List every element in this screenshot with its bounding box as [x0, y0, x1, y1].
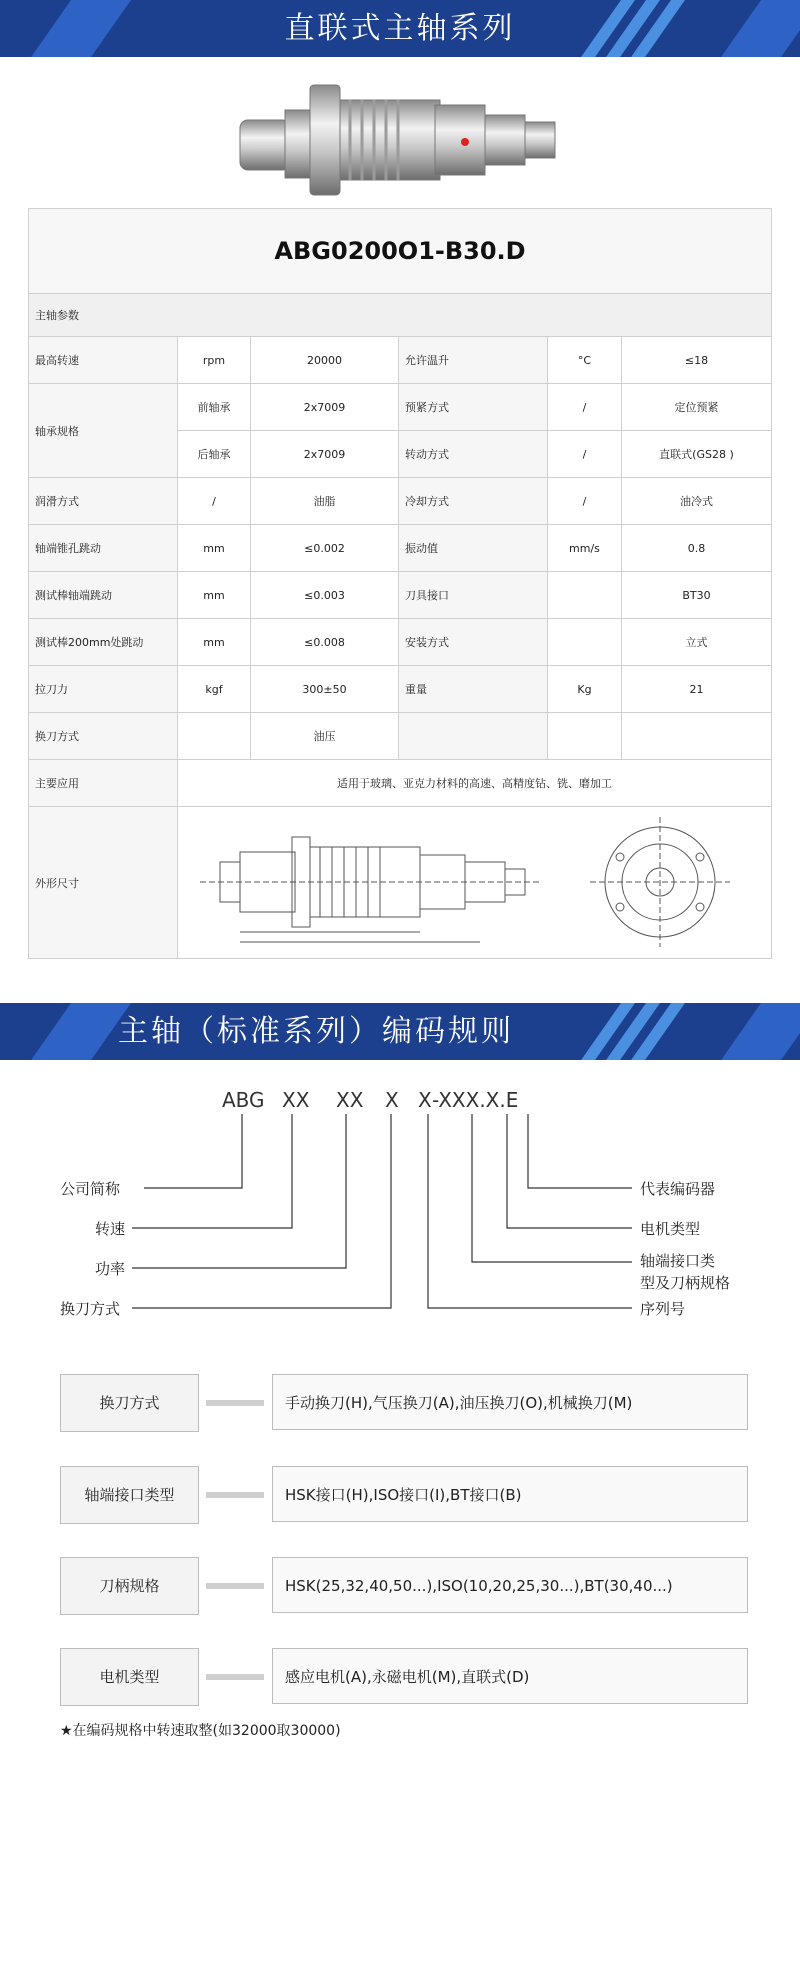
- table-row: 主要应用 适用于玻璃、亚克力材料的高速、高精度钻、铣、磨加工: [29, 760, 772, 807]
- label-serial: 序列号: [640, 1300, 686, 1318]
- page-title: 直联式主轴系列: [284, 11, 516, 46]
- label-interface-type: 轴端接口类: [640, 1252, 716, 1270]
- table-row: 轴承规格 前轴承 2x7009 预紧方式 / 定位预紧: [29, 384, 772, 431]
- model-number: ABG0200O1-B30.D: [29, 209, 772, 294]
- def-row-tool-change: 换刀方式 手动换刀(H),气压换刀(A),油压换刀(O),机械换刀(M): [60, 1374, 750, 1432]
- table-row: 测试棒轴端跳动 mm ≤0.003 刀具接口 BT30: [29, 572, 772, 619]
- table-row: 后轴承 2x7009 转动方式 / 直联式(GS28 ): [29, 431, 772, 478]
- code-part-power: XX: [336, 1088, 364, 1112]
- table-row: 轴端锥孔跳动 mm ≤0.002 振动值 mm/s 0.8: [29, 525, 772, 572]
- header-banner: [0, 0, 800, 57]
- code-part-interface: X: [418, 1088, 432, 1112]
- spec-table: [28, 208, 772, 959]
- table-row: 最高转速 rpm 20000 允许温升 °C ≤18: [29, 337, 772, 384]
- section-title: 主轴（标准系列）编码规则: [118, 1014, 514, 1049]
- code-part-company: ABG: [222, 1088, 265, 1112]
- params-header: 主轴参数: [29, 294, 772, 337]
- application-text: 适用于玻璃、亚克力材料的高速、高精度钻、铣、磨加工: [178, 760, 772, 807]
- label-company: 公司简称: [60, 1180, 121, 1198]
- label-encoder: 代表编码器: [640, 1180, 716, 1198]
- table-row: 外形尺寸: [29, 807, 772, 959]
- code-part-rest: -XXX.X.E: [432, 1088, 519, 1112]
- label-tool-change: 换刀方式: [60, 1300, 121, 1318]
- table-row: 换刀方式 油压: [29, 713, 772, 760]
- section-banner: [0, 1003, 800, 1060]
- label-power: 功率: [95, 1260, 126, 1278]
- label-motor-type: 电机类型: [640, 1220, 701, 1238]
- label-holder-spec: 型及刀柄规格: [640, 1274, 731, 1292]
- def-row-motor: 电机类型 感应电机(A),永磁电机(M),直联式(D): [60, 1648, 750, 1706]
- spindle-image: [230, 70, 570, 200]
- def-row-interface: 轴端接口类型 HSK接口(H),ISO接口(I),BT接口(B): [60, 1466, 750, 1524]
- table-row: 润滑方式 / 油脂 冷却方式 / 油冷式: [29, 478, 772, 525]
- table-row: 拉刀力 kgf 300±50 重量 Kg 21: [29, 666, 772, 713]
- table-row: 测试棒200mm处跳动 mm ≤0.008 安装方式 立式: [29, 619, 772, 666]
- def-row-holder: 刀柄规格 HSK(25,32,40,50...),ISO(10,20,25,30...),BT(30,40...): [60, 1557, 750, 1615]
- dimension-drawing: [178, 807, 772, 959]
- code-part-speed: XX: [282, 1088, 310, 1112]
- label-speed: 转速: [95, 1220, 126, 1238]
- footnote: ★在编码规格中转速取整(如32000取30000): [60, 1723, 341, 1739]
- code-part-tool-change: X: [385, 1088, 399, 1112]
